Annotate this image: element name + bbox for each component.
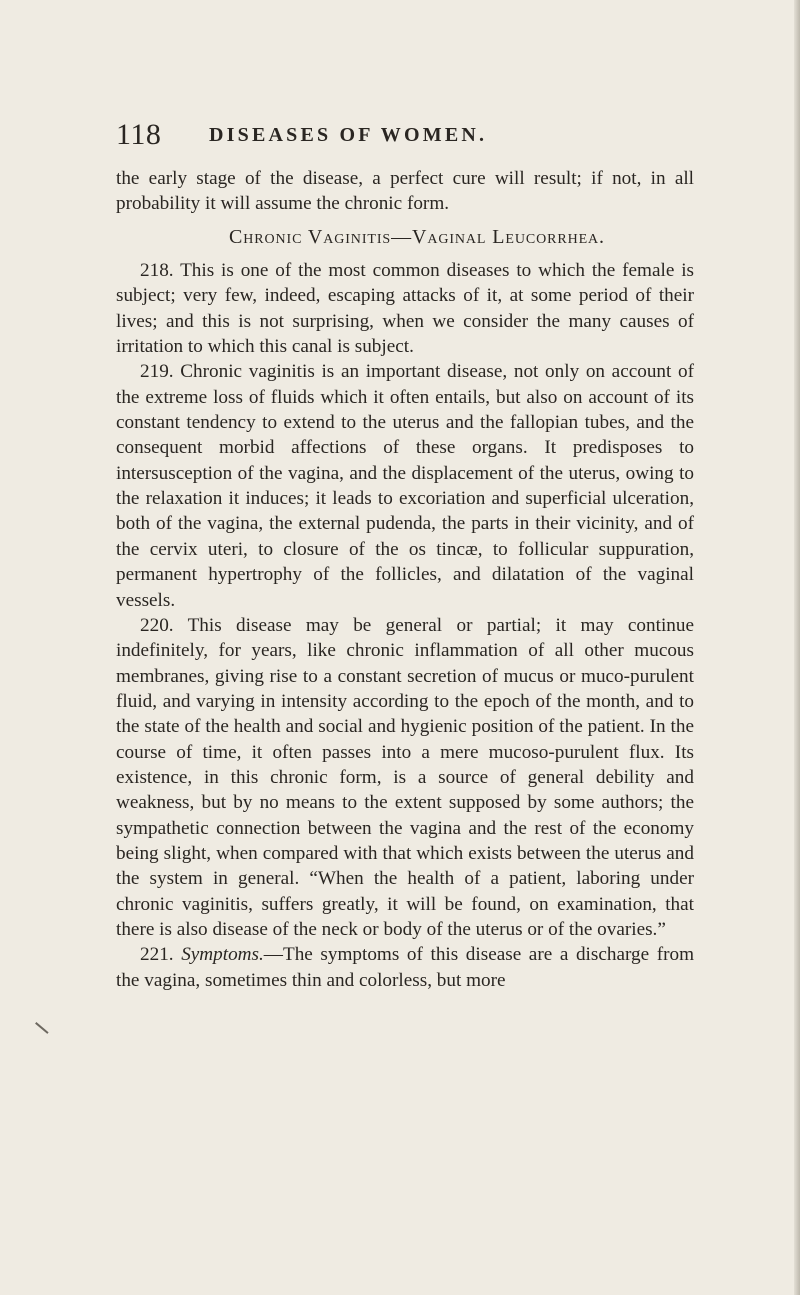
section-heading: Chronic Vaginitis—Vaginal Leucorrhea. bbox=[229, 225, 605, 248]
paragraph-219: 219. Chronic vaginitis is an important disease, not only on account of the extreme loss of fluids which it often entails, but also on account of its constant tendency to extend to the uterus and the fallopian tubes, and the consequent morbid affections of these organs. It predisposes to intersusception of the vagina, and the displacement of the uterus, owing to the relaxation it induces; it leads to excoriation and superficial ulceration, both of the vagina, the external pudenda, the parts in their vicinity, and of the cervix uteri, to closure of the os tincæ, to follicular suppuration, permanent hypertrophy of the follicles, and dilatation of the vaginal vessels. bbox=[116, 361, 694, 611]
continuation-paragraph: the early stage of the disease, a perfect cure will result; if not, in all probability it will assume the chronic form. bbox=[116, 168, 694, 215]
paragraph-218: 218. This is one of the most common diseases to which the female is subject; very few, indeed, escaping attacks of it, at some period of their lives; and this is not surprising, when we consider the many causes of irritation to which this canal is subject. bbox=[116, 260, 694, 358]
page-edge-shadow bbox=[794, 0, 800, 1295]
paragraph-221-number: 221. bbox=[140, 944, 174, 966]
paragraph-220: 220. This disease may be general or partial; it may continue indefinitely, for years, like chronic inflammation of all other mucous membranes, giving rise to a constant secretion of mucus or muco-purulent fluid, and varying in intensity according to the epoch of the month, and to the state of the health and social and hygienic position of the patient. In the course of time, it often passes into a mere mucoso-purulent flux. Its existence, in this chronic form, is a source of general debility and weakness, but by no means to the extent supposed by some authors; the sympathetic connection between the vagina and the rest of the economy being slight, when compared with that which exists between the uterus and the system in general. “When the health of a patient, laboring under chronic vaginitis, suffers greatly, it will be found, on examination, that there is also disease of the neck or body of the uterus or of the ovaries.” bbox=[116, 614, 694, 940]
paragraph-221-text: —The symptoms of this disease are a discharge from the vagina, sometimes thin and colorless, but more bbox=[116, 944, 695, 991]
paragraph-221 bbox=[116, 942, 694, 993]
page-header bbox=[116, 118, 716, 158]
running-head: DISEASES OF WOMEN. bbox=[209, 124, 488, 146]
body-text bbox=[116, 166, 694, 993]
margin-mark bbox=[35, 1022, 48, 1033]
paragraph-221-label: Symptoms. bbox=[181, 944, 264, 966]
page-number: 118 bbox=[116, 118, 162, 151]
